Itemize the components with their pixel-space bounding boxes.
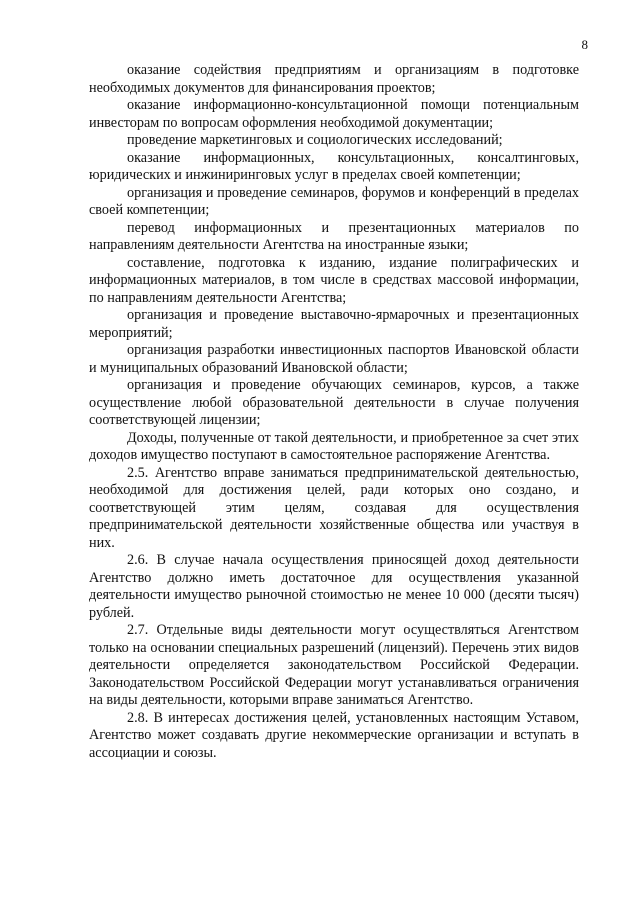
clause-2-8: 2.8. В интересах достижения целей, установленных настоящим Уставом, Агентство может создавать другие некоммерческие организации и вступать в ассоциации и союзы. — [89, 709, 579, 761]
clause-2-6: 2.6. В случае начала осуществления приносящей доход деятельности Агентство должно иметь достаточное для осуществления указанной деятельности имущество рыночной стоимостью не менее 10 000 (десяти тысяч) рублей. — [89, 552, 579, 621]
list-item-investment-passports: организация разработки инвестиционных паспортов Ивановской области и муниципальных образований Ивановской области; — [89, 342, 579, 376]
paragraph-income: Доходы, полученные от такой деятельности, и приобретенное за счет этих доходов имущество поступают в самостоятельное распоряжение Агентства. — [89, 429, 579, 463]
list-item-translation: перевод информационных и презентационных материалов по направлениям деятельности Агентства на иностранные языки; — [89, 219, 579, 253]
list-item-publishing: составление, подготовка к изданию, издание полиграфических и информационных материалов, в том числе в средствах массовой информации, по направлениям деятельности Агентства; — [89, 254, 579, 306]
list-item-investor-consulting: оказание информационно-консультационной помощи потенциальным инвесторам по вопросам оформления необходимой документации; — [89, 97, 579, 131]
clause-2-5: 2.5. Агентство вправе заниматься предпринимательской деятельностью, необходимой для достижения целей, ради которых оно создано, и соответствующей этим целям, создавая для осуществления предпринимательской деятельности хозяйственные общества или участвуя в них. — [89, 464, 579, 551]
document-body — [89, 62, 579, 762]
list-item-consulting-services: оказание информационных, консультационных, консалтинговых, юридических и инжиниринговых услуг в пределах своей компетенции; — [89, 149, 579, 183]
page-number: 8 — [581, 37, 588, 52]
list-item-seminars-forums: организация и проведение семинаров, форумов и конференций в пределах своей компетенции; — [89, 184, 579, 218]
list-item-funding-assistance: оказание содействия предприятиям и организациям в подготовке необходимых документов для финансирования проектов; — [89, 62, 579, 96]
clause-2-7: 2.7. Отдельные виды деятельности могут осуществляться Агентством только на основании специальных разрешений (лицензий). Перечень этих видов деятельности определяется законодательством Российской Федерации. Законодательством Российской Федерации могут устанавливаться ограничения на виды деятельности, которыми вправе заниматься Агентство. — [89, 622, 579, 708]
list-item-exhibitions: организация и проведение выставочно-ярмарочных и презентационных мероприятий; — [89, 307, 579, 341]
list-item-education: организация и проведение обучающих семинаров, курсов, а также осуществление любой образовательной деятельности в случае получения соответствующей лицензии; — [89, 377, 579, 428]
list-item-marketing-research: проведение маркетинговых и социологических исследований; — [127, 132, 503, 148]
